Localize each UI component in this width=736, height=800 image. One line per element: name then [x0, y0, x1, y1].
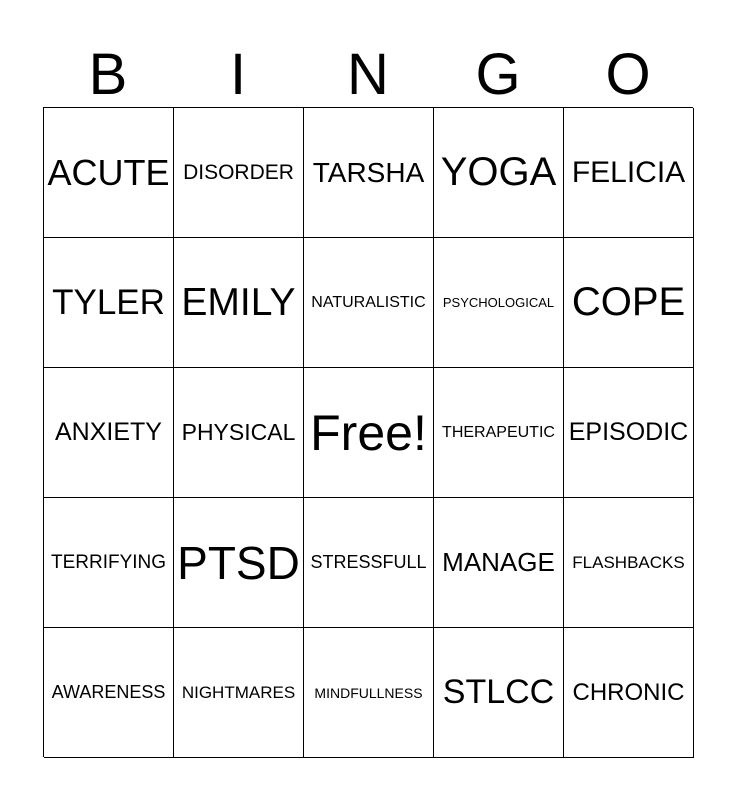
header-letter-g: G	[475, 42, 521, 107]
bingo-cell: COPE	[564, 238, 694, 368]
bingo-cell: YOGA	[434, 108, 564, 238]
bingo-cell: TERRIFYING	[44, 498, 174, 628]
header-letter-n: N	[347, 42, 389, 107]
bingo-cell: STLCC	[434, 628, 564, 758]
bingo-cell: FLASHBACKS	[564, 498, 694, 628]
bingo-cell: PSYCHOLOGICAL	[434, 238, 564, 368]
bingo-cell: AWARENESS	[44, 628, 174, 758]
bingo-cell: EMILY	[174, 238, 304, 368]
bingo-cell: EPISODIC	[564, 368, 694, 498]
bingo-cell: MANAGE	[434, 498, 564, 628]
header-letter-i: I	[229, 42, 247, 107]
header-letter-o: O	[605, 42, 651, 107]
bingo-cell: DISORDER	[174, 108, 304, 238]
bingo-cell: MINDFULLNESS	[304, 628, 434, 758]
free-space: Free!	[304, 368, 434, 498]
bingo-cell: NIGHTMARES	[174, 628, 304, 758]
bingo-cell: ANXIETY	[44, 368, 174, 498]
bingo-grid	[43, 107, 693, 757]
bingo-cell: STRESSFULL	[304, 498, 434, 628]
bingo-header	[43, 40, 693, 110]
bingo-cell: ACUTE	[44, 108, 174, 238]
bingo-cell: PHYSICAL	[174, 368, 304, 498]
bingo-cell: FELICIA	[564, 108, 694, 238]
bingo-cell: TYLER	[44, 238, 174, 368]
bingo-cell: TARSHA	[304, 108, 434, 238]
bingo-cell: PTSD	[174, 498, 304, 628]
bingo-cell: THERAPEUTIC	[434, 368, 564, 498]
bingo-cell: NATURALISTIC	[304, 238, 434, 368]
header-letter-b: B	[88, 42, 128, 107]
bingo-cell: CHRONIC	[564, 628, 694, 758]
